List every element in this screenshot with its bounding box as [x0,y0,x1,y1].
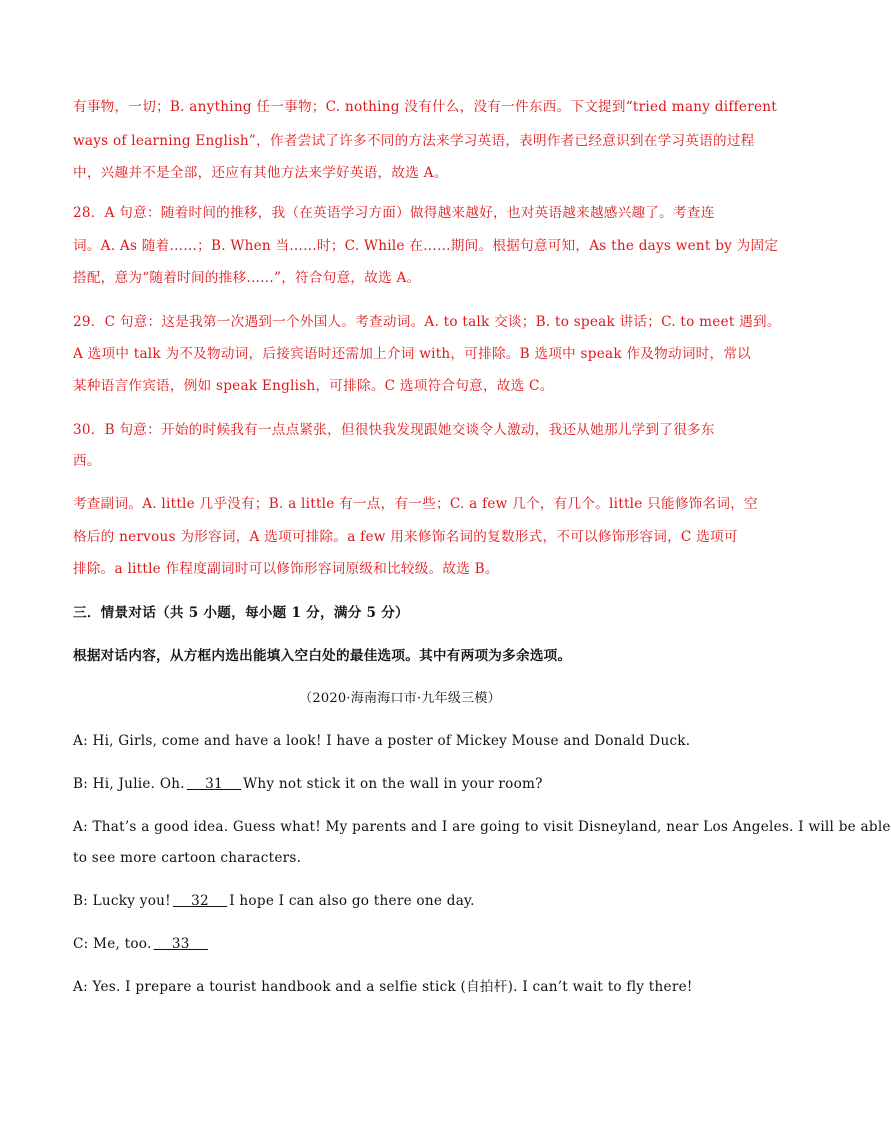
explanation-30b-line-2: 格后的 nervous 为形容词，A 选项可排除。a few 用来修饰名词的复数形式，不可以修饰形容词，C 选项可 [73,529,738,545]
source-note: （2020·海南海口市·九年级三模） [299,691,501,706]
blank-31: 31 [186,776,242,792]
dialogue-line-2-start: B: Hi, Julie. Oh. [73,776,185,792]
explanation-29-line-1: 29．C 句意：这是我第一次遇到一个外国人。考查动词。A. to talk 交谈；B. to speak 讲话；C. to meet 遇到。 [73,314,781,330]
explanation-28-line-3: 搭配，意为“随着时间的推移……”，符合句意，故选 A。 [73,270,421,286]
explanation-29-line-2: A 选项中 talk 为不及物动词，后接宾语时还需加上介词 with，可排除。B 选项中 speak 作及物动词时，常以 [73,346,752,362]
section-instruction: 根据对话内容，从方框内选出能填入空白处的最佳选项。其中有两项为多余选项。 [73,648,572,664]
dialogue-line-5 [73,934,733,954]
dialogue-line-6: A: Yes. I prepare a tourist handbook and a selfie stick (自拍杆). I can’t wait to fly there! [73,979,693,995]
explanation-28-line-2: 词。A. As 随着……；B. When 当……时；C. While 在……期间。根据句意可知，As the days went by 为固定 [73,238,779,254]
explanation-30b-line-3: 排除。a little 作程度副词时可以修饰形容词原级和比较级。故选 B。 [73,561,499,577]
dialogue-line-4 [73,891,733,911]
dialogue-line-1: A: Hi, Girls, come and have a look! I have a poster of Mickey Mouse and Donald Duck. [73,733,691,749]
explanation-29-line-3: 某种语言作宾语，例如 speak English，可排除。C 选项符合句意，故选 C。 [73,378,554,394]
dialogue-line-4-start: B: Lucky you! [73,893,171,909]
blank-32: 32 [172,893,228,909]
explanation-28-line-1: 28．A 句意：随着时间的推移，我（在英语学习方面）做得越来越好，也对英语越来越感兴趣了。考查连 [73,205,715,221]
dialogue-line-3b: to see more cartoon characters. [73,850,302,866]
explanation-30b-line-1: 考查副词。A. little 几乎没有；B. a little 有一点，有一些；C. a few 几个，有几个。little 只能修饰名词，空 [73,496,758,512]
dialogue-line-3a: A: That’s a good idea. Guess what! My parents and I are going to visit Disneyland, near Los Angeles. I will be able [73,819,891,835]
blank-33: 33 [153,936,208,952]
explanation-27-line-1: 有事物，一切；B. anything 任一事物；C. nothing 没有什么，没有一件东西。下文提到“tried many different [73,99,777,115]
explanation-30-line-2: 西。 [73,453,101,469]
dialogue-line-4-end: I hope I can also go there one day. [229,893,475,909]
explanation-30-line-1: 30．B 句意：开始的时候我有一点点紧张，但很快我发现跟她交谈令人激动，我还从她那儿学到了很多东 [73,422,715,438]
dialogue-line-5-start: C: Me, too. [73,936,152,952]
explanation-27-line-3: 中，兴趣并不是全部，还应有其他方法来学好英语，故选 A。 [73,165,448,181]
explanation-27-line-2: ways of learning English”，作者尝试了许多不同的方法来学习英语，表明作者已经意识到在学习英语的过程 [73,133,755,149]
section-title: 三．情景对话（共 5 小题，每小题 1 分，满分 5 分） [73,605,409,621]
dialogue-line-2-end: Why not stick it on the wall in your room? [243,776,543,792]
dialogue-line-2 [73,774,733,794]
